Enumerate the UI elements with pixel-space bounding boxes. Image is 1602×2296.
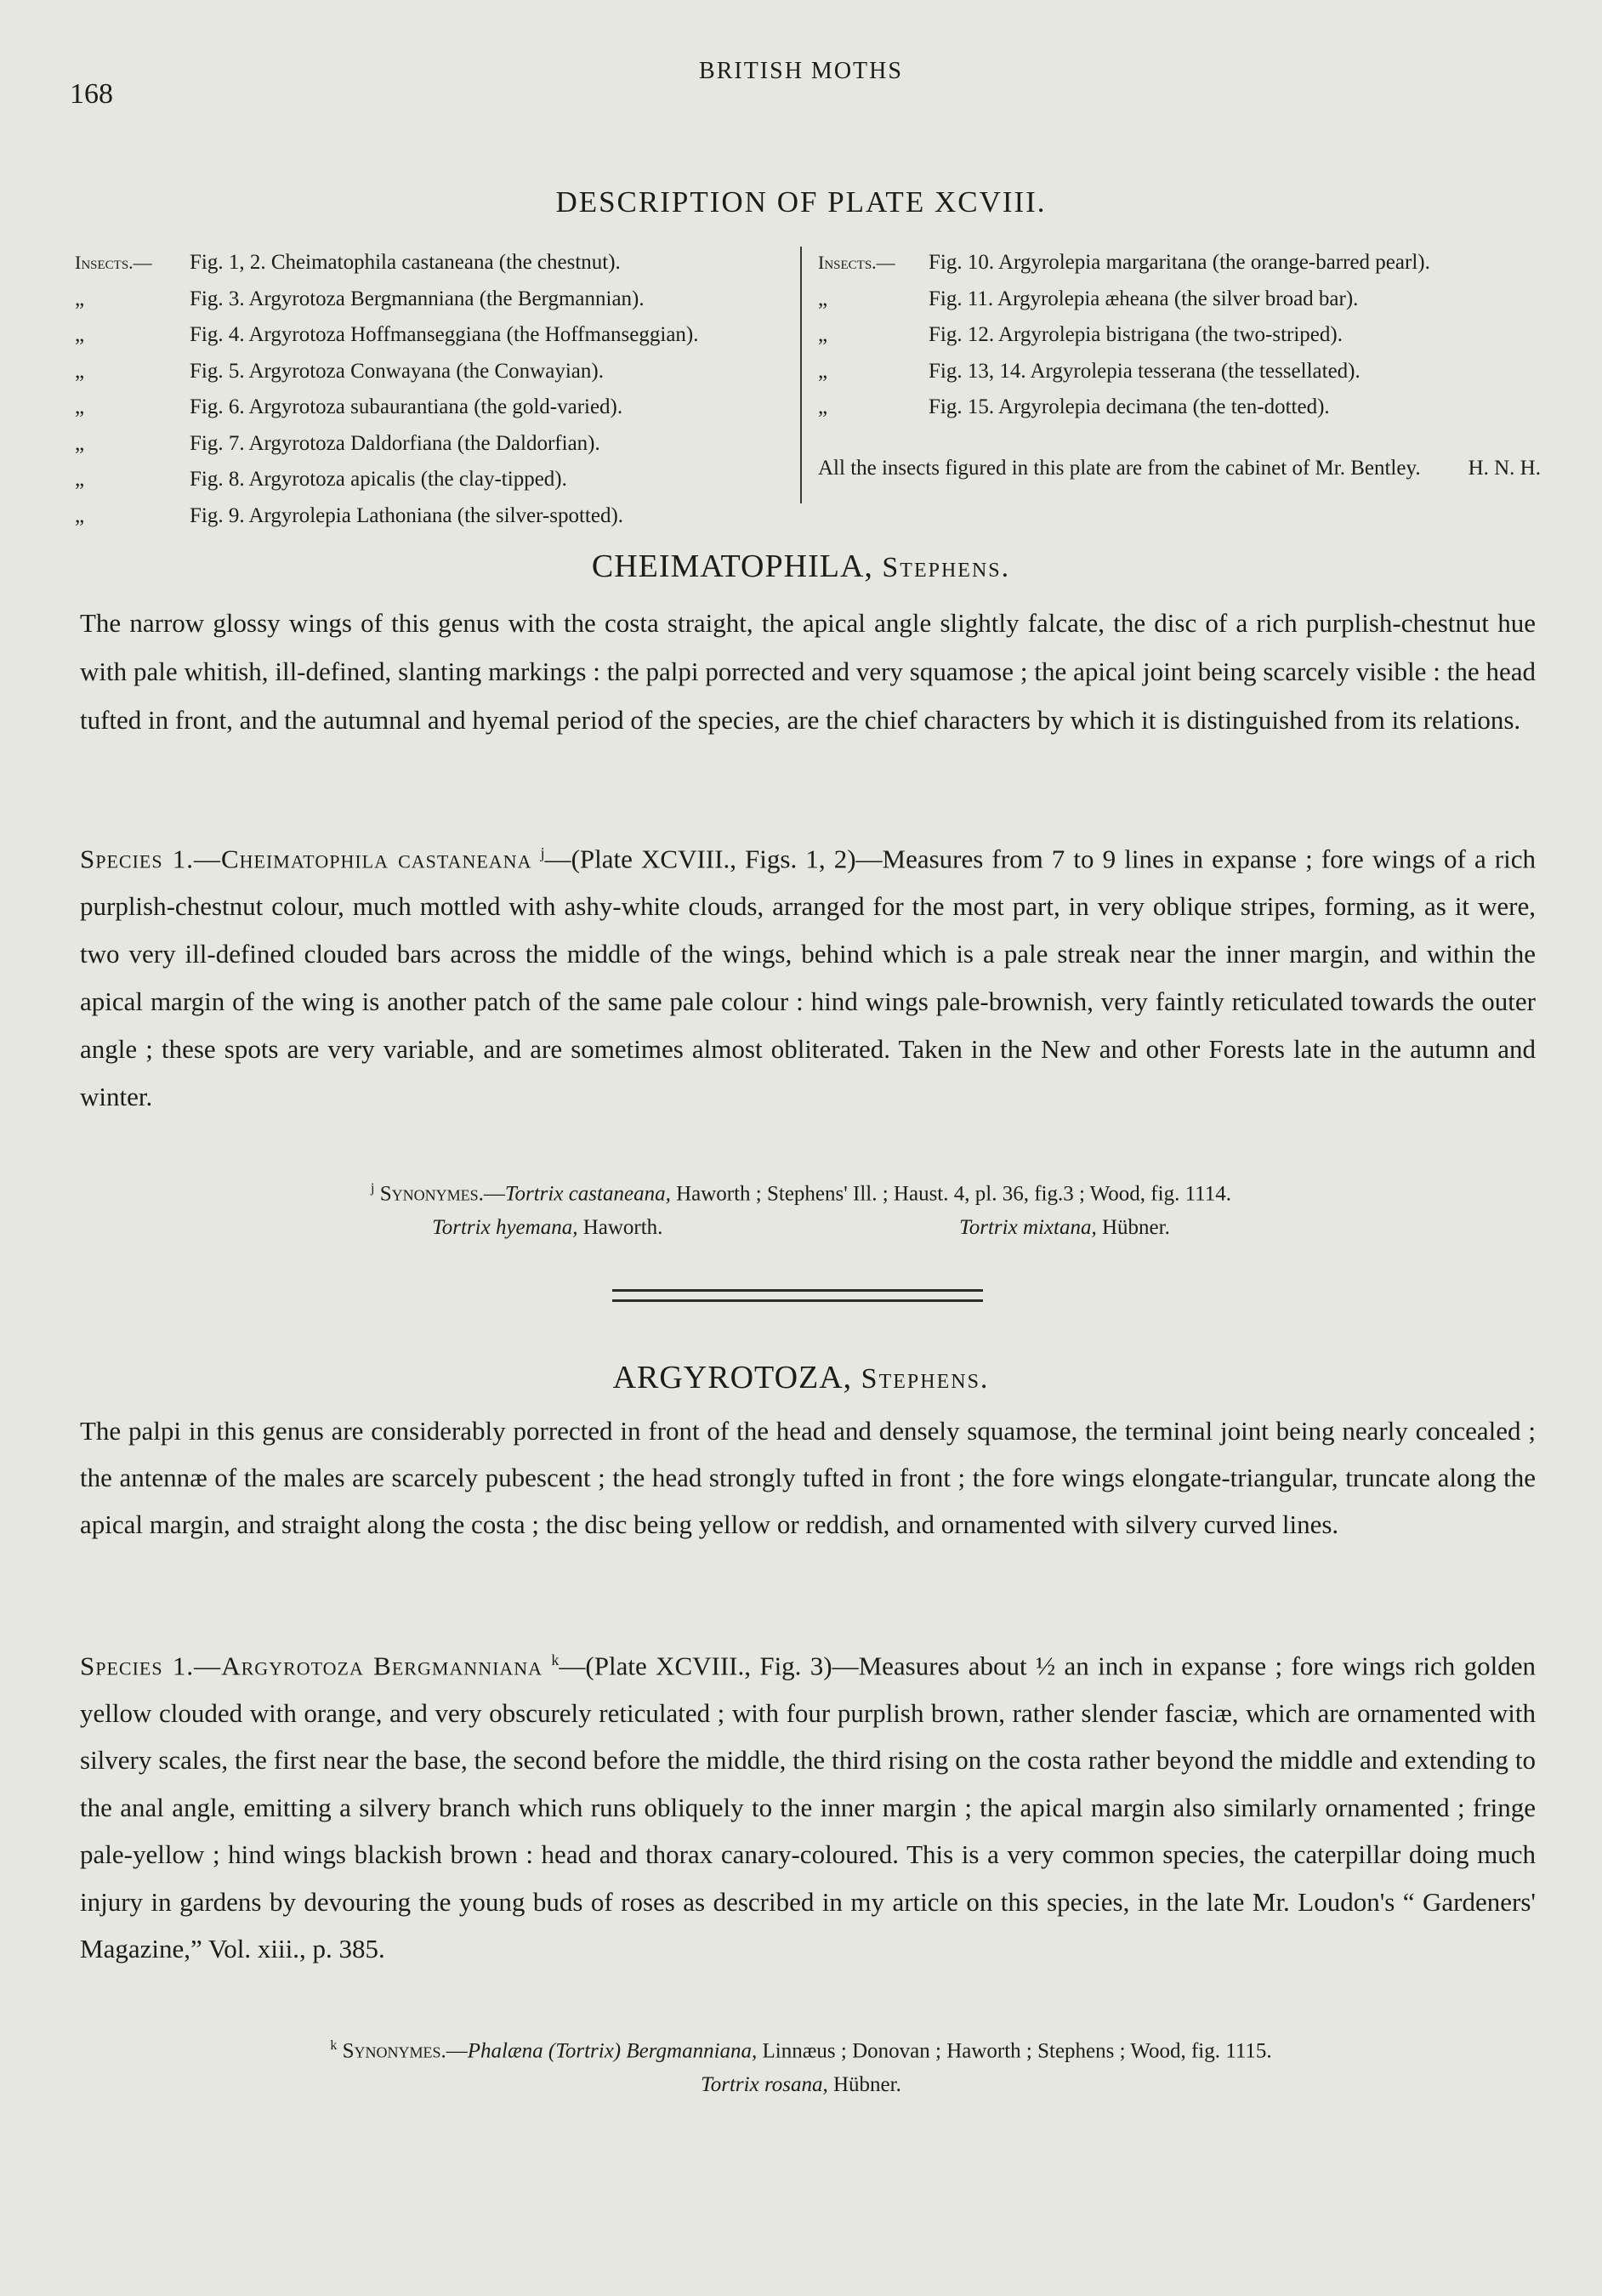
legend-text: Argyrolepia æheana (the silver broad bar). bbox=[997, 287, 1359, 310]
plate-legend-right bbox=[818, 245, 1541, 487]
species-name: Cheimatophila castaneana bbox=[220, 844, 532, 874]
synonym-refs: Hübner. bbox=[1096, 1216, 1170, 1240]
species-label: Species 1.— bbox=[80, 844, 221, 874]
synonyms-label: Synonymes.— bbox=[379, 1182, 505, 1206]
legend-fig: Fig. 12. bbox=[929, 323, 995, 346]
plate-legend-line bbox=[75, 389, 802, 426]
legend-fig: Fig. 1, 2. bbox=[190, 251, 266, 274]
species-name: Argyrotoza Bergmanniana bbox=[221, 1651, 543, 1681]
plate-legend-left bbox=[75, 245, 802, 534]
legend-fig: Fig. 9. bbox=[190, 503, 245, 527]
plate-legend-line bbox=[75, 317, 802, 354]
synonyms-label: Synonymes.— bbox=[342, 2039, 468, 2063]
legend-text: Argyrotoza Hoffmanseggiana (the Hoffmanseggian). bbox=[248, 323, 699, 346]
species-text: —(Plate XCVIII., Figs. 1, 2)—Measures from 7 to 9 lines in expanse ; fore wings of a rich purplish-chestnut colour, much mottled with ashy-white clouds, arranged for the most part, in very oblique stripes, forming, as it were, two very ill-defined clouded bars across the middle of the wings, behind which is a pale streak near the inner margin, and within the apical margin of the wing is another patch of the same pale colour : hind wings pale-brownish, very faintly reticulated towards the outer angle ; these spots are very variable, and are sometimes almost obliterated. Taken in the New and other Forests late in the autumn and winter. bbox=[80, 844, 1537, 1112]
plate-legend-line bbox=[75, 281, 802, 318]
plate-note bbox=[818, 450, 1541, 487]
plate-legend-line bbox=[75, 498, 802, 535]
legend-lead: Insects.— bbox=[818, 252, 895, 273]
note-mark: k bbox=[330, 2038, 338, 2053]
synonym-name: Tortrix mixtana, bbox=[959, 1216, 1097, 1240]
legend-fig: Fig. 11. bbox=[929, 287, 994, 310]
legend-fig: Fig. 3. bbox=[190, 287, 245, 310]
plate-note-text: All the insects figured in this plate are from the cabinet of Mr. Bentley. bbox=[818, 456, 1421, 480]
legend-fig: Fig. 6. bbox=[190, 395, 245, 418]
genus-author: Stephens. bbox=[882, 552, 1011, 583]
legend-fig: Fig. 5. bbox=[190, 359, 245, 383]
species-label: Species 1.— bbox=[80, 1651, 222, 1681]
plate-legend-line bbox=[75, 245, 802, 281]
ditto-mark: „ bbox=[818, 323, 828, 346]
genus-heading-cheimatophila bbox=[0, 548, 1602, 585]
ditto-mark: „ bbox=[75, 359, 85, 383]
page-number: 168 bbox=[70, 78, 113, 110]
note-mark: j bbox=[540, 844, 545, 861]
column-divider bbox=[800, 247, 802, 503]
legend-fig: Fig. 7. bbox=[190, 431, 245, 455]
legend-fig: Fig. 13, 14. bbox=[929, 359, 1026, 383]
genus-description-argyrotoza: The palpi in this genus are considerably porrected in front of the head and densely squamose, the terminal joint being nearly concealed ; the antennæ of the males are scarcely pubescent ; the head strongly tufted in front ; the fore wings elongate-triangular, truncate along the apical margin, and straight along the costa ; the disc being yellow or reddish, and ornamented with silvery curved lines. bbox=[80, 1416, 1536, 1539]
synonyms-line bbox=[0, 2029, 1602, 2068]
genus-description-cheimatophila: The narrow glossy wings of this genus with the costa straight, the apical angle slightly falcate, the disc of a rich purplish-chestnut hue with pale whitish, ill-defined, slanting markings : the palpi porrected and very squamose ; the apical joint being scarcely visible : the head tufted in front, and the autumnal and hyemal period of the species, are the chief characters by which it is distinguished from its relations. bbox=[80, 608, 1536, 735]
legend-fig: Fig. 8. bbox=[190, 468, 245, 491]
plate-legend-line bbox=[818, 354, 1541, 390]
plate-legend-line bbox=[818, 245, 1541, 281]
note-mark: j bbox=[371, 1181, 375, 1196]
legend-fig: Fig. 10. bbox=[929, 251, 995, 274]
synonym-name: Tortrix hyemana, bbox=[432, 1216, 578, 1240]
legend-fig: Fig. 15. bbox=[929, 395, 995, 418]
synonym-refs: Haworth ; Stephens' Ill. ; Haust. 4, pl. 36, fig.3 ; Wood, fig. 1114. bbox=[670, 1182, 1231, 1206]
synonym-refs: Hübner. bbox=[827, 2073, 901, 2097]
synonym-name: Phalæna (Tortrix) Bergmanniana, bbox=[467, 2039, 758, 2063]
legend-text: Argyrotoza Daldorfiana (the Daldorfian). bbox=[248, 431, 600, 455]
synonyms-bergmanniana bbox=[0, 2029, 1602, 2102]
ditto-mark: „ bbox=[818, 395, 828, 418]
plate-signature: H. N. H. bbox=[1468, 456, 1541, 480]
note-mark: k bbox=[551, 1651, 560, 1668]
plate-legend-line bbox=[818, 389, 1541, 426]
plate-legend-line bbox=[75, 426, 802, 463]
legend-text: Argyrolepia Lathoniana (the silver-spotted). bbox=[248, 503, 624, 527]
genus-author: Stephens. bbox=[861, 1363, 990, 1395]
plate-legend-line bbox=[818, 281, 1541, 318]
synonym-refs: Linnæus ; Donovan ; Haworth ; Stephens ; Wood, fig. 1115. bbox=[757, 2039, 1272, 2063]
ditto-mark: „ bbox=[818, 287, 828, 310]
running-head: BRITISH MOTHS bbox=[699, 58, 903, 84]
synonym-name: Tortrix rosana, bbox=[701, 2073, 828, 2097]
plate-legend-line bbox=[818, 317, 1541, 354]
legend-text: Argyrolepia margaritana (the orange-barred pearl). bbox=[997, 251, 1430, 274]
species-text: —(Plate XCVIII., Fig. 3)—Measures about ½ an inch in expanse ; fore wings rich golden yellow clouded with orange, and very obscurely reticulated ; with four purplish brown, rather slender fasciæ, which are ornamented with silvery scales, the first near the base, the second before the middle, the third rising on the costa rather beyond the middle and extending to the anal angle, emitting a silvery branch which runs obliquely to the inner margin ; the apical margin also similarly ornamented ; fringe pale-yellow ; hind wings blackish brown : head and thorax canary-coloured. This is a very common species, the caterpillar doing much injury in gardens by devouring the young buds of roses as described in my article on this species, in the late Mr. Loudon's “ Gardeners' Magazine,” Vol. xiii., p. 385. bbox=[80, 1651, 1537, 1964]
synonyms-line bbox=[0, 1172, 1602, 1211]
legend-fig: Fig. 4. bbox=[190, 323, 245, 346]
synonyms-line bbox=[0, 1211, 1602, 1245]
synonyms-line bbox=[0, 2068, 1602, 2102]
ditto-mark: „ bbox=[75, 503, 85, 527]
legend-text: Argyrotoza subaurantiana (the gold-varied). bbox=[248, 395, 623, 418]
plate-legend-line bbox=[75, 462, 802, 498]
plate-legend-line bbox=[75, 354, 802, 390]
genus-heading-argyrotoza bbox=[0, 1359, 1602, 1396]
synonym-name: Tortrix castaneana, bbox=[504, 1182, 671, 1206]
ditto-mark: „ bbox=[75, 395, 85, 418]
legend-text: Argyrotoza Bergmanniana (the Bergmannian). bbox=[248, 287, 645, 310]
legend-text: Argyrotoza apicalis (the clay-tipped). bbox=[248, 468, 567, 491]
legend-text: Argyrolepia tesserana (the tessellated). bbox=[1030, 359, 1361, 383]
section-divider bbox=[612, 1289, 983, 1302]
ditto-mark: „ bbox=[75, 323, 85, 346]
species-entry-castaneana bbox=[80, 829, 1536, 1121]
synonym-refs: Haworth. bbox=[577, 1216, 663, 1240]
synonyms-castaneana bbox=[0, 1172, 1602, 1245]
species-entry-bergmanniana bbox=[80, 1637, 1536, 1973]
legend-text: Argyrotoza Conwayana (the Conwayian). bbox=[248, 359, 604, 383]
genus-name: ARGYROTOZA, bbox=[612, 1360, 853, 1395]
legend-text: Argyrolepia decimana (the ten-dotted). bbox=[997, 395, 1330, 418]
ditto-mark: „ bbox=[75, 431, 85, 455]
legend-text: Argyrolepia bistrigana (the two-striped). bbox=[997, 323, 1343, 346]
plate-description-title: DESCRIPTION OF PLATE XCVIII. bbox=[555, 185, 1047, 219]
genus-name: CHEIMATOPHILA, bbox=[591, 548, 873, 584]
ditto-mark: „ bbox=[75, 468, 85, 491]
ditto-mark: „ bbox=[75, 287, 85, 310]
legend-text: Cheimatophila castaneana (the chestnut). bbox=[270, 251, 621, 274]
legend-lead: Insects.— bbox=[75, 252, 152, 273]
ditto-mark: „ bbox=[818, 359, 828, 383]
